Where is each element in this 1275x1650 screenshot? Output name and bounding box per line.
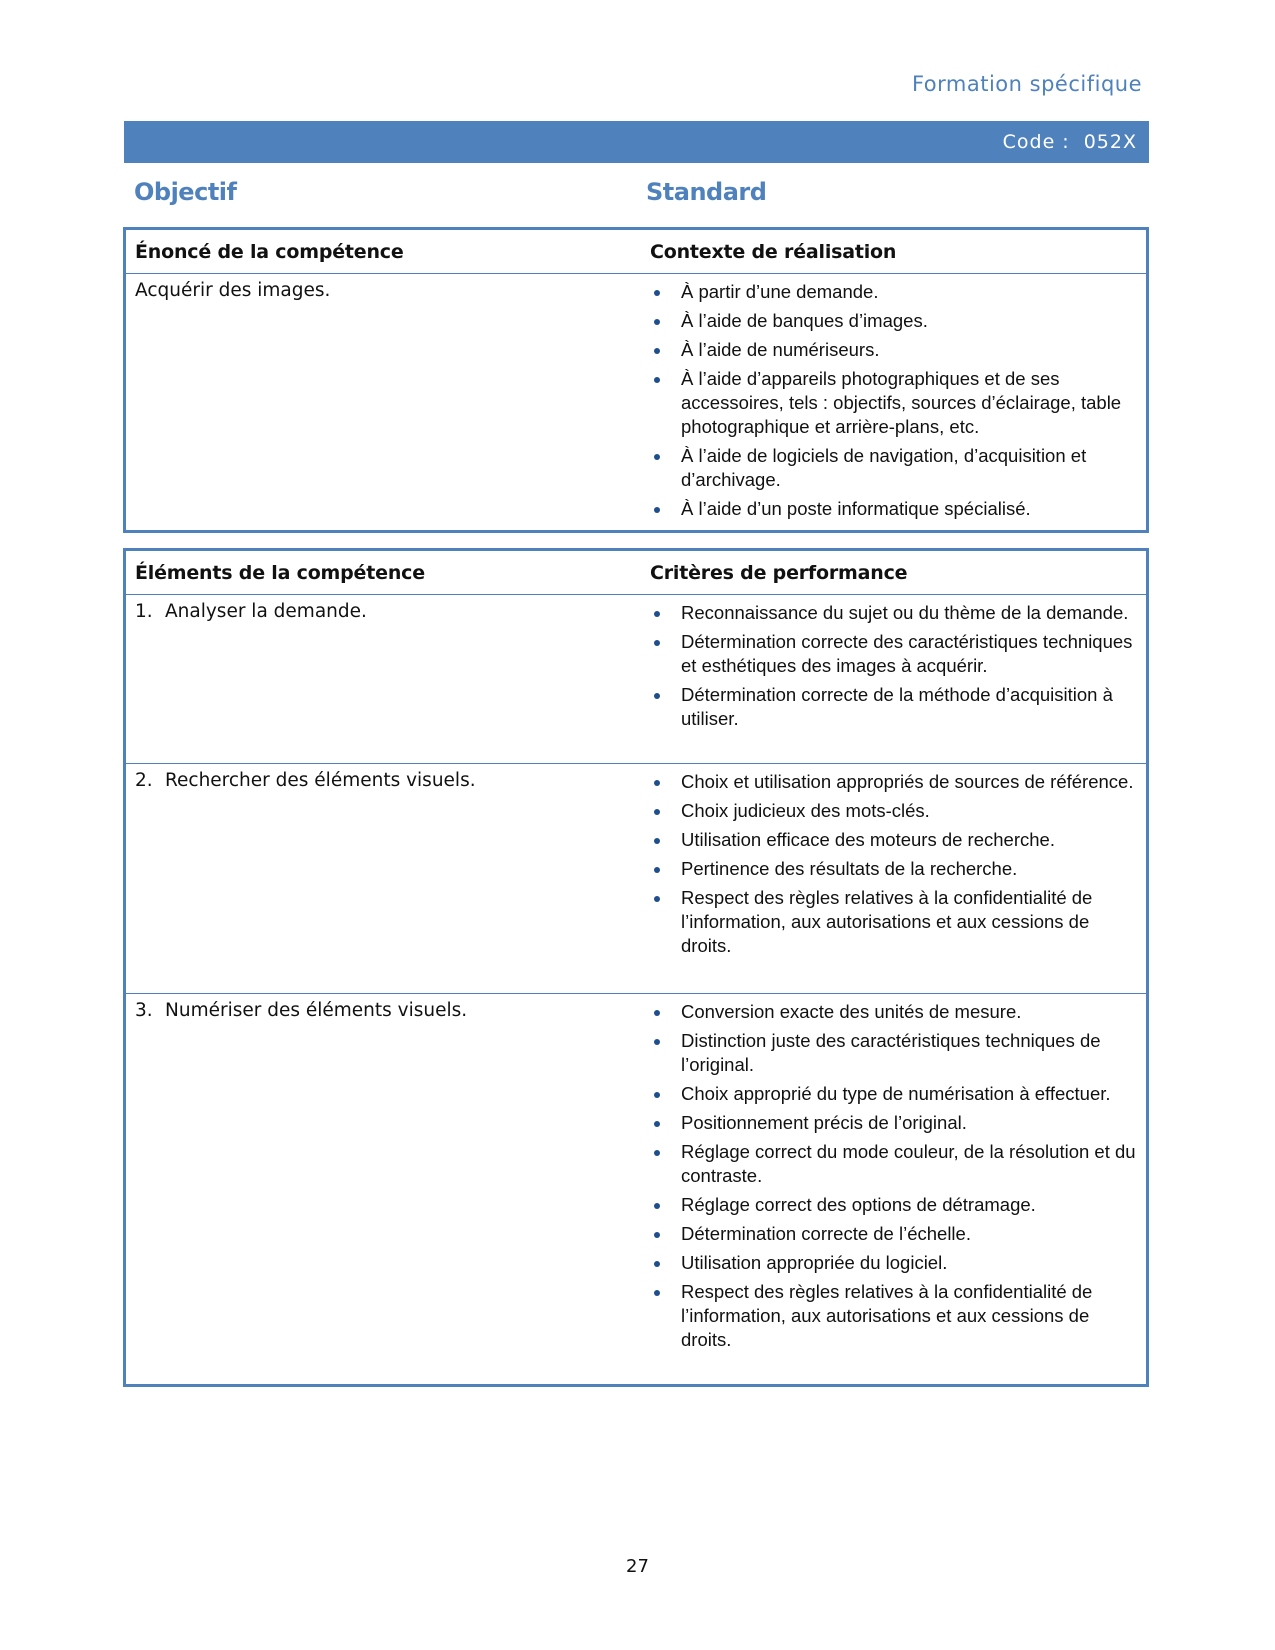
element-text: Rechercher des éléments visuels.: [165, 770, 476, 791]
performance-criteria-table: [123, 548, 1149, 1387]
column-header-criteria: Critères de performance: [650, 561, 908, 584]
list-item: À l’aide de banques d’images.: [650, 309, 1138, 333]
criteria-list: [650, 994, 1138, 1359]
list-item: Choix approprié du type de numérisation à effectuer.: [650, 1082, 1138, 1106]
code-value: 052X: [1083, 131, 1137, 153]
element-number: 3.: [135, 1000, 153, 1021]
page-number: 27: [626, 1556, 649, 1577]
column-header-context: Contexte de réalisation: [650, 240, 897, 263]
competence-element: [126, 764, 638, 993]
list-item: Utilisation efficace des moteurs de recherche.: [650, 828, 1138, 852]
competence-element: [126, 994, 638, 1359]
list-item: Choix judicieux des mots-clés.: [650, 799, 1138, 823]
list-item: Détermination correcte de la méthode d’acquisition à utiliser.: [650, 683, 1138, 731]
element-number: 1.: [135, 601, 153, 622]
list-item: À l’aide d’un poste informatique spécialisé.: [650, 497, 1138, 521]
competence-statement-table: [123, 227, 1149, 533]
list-item: Distinction juste des caractéristiques techniques de l’original.: [650, 1029, 1138, 1077]
list-item: À l’aide de numériseurs.: [650, 338, 1138, 362]
list-item: Détermination correcte des caractéristiques techniques et esthétiques des images à acquérir.: [650, 630, 1138, 678]
competence-element: [126, 595, 638, 763]
section-heading-objectif: Objectif: [134, 178, 237, 206]
list-item: Choix et utilisation appropriés de sources de référence.: [650, 770, 1138, 794]
list-item: Pertinence des résultats de la recherche.: [650, 857, 1138, 881]
context-list: [650, 274, 1138, 528]
list-item: Positionnement précis de l’original.: [650, 1111, 1138, 1135]
competence-statement: Acquérir des images.: [135, 280, 331, 301]
list-item: Utilisation appropriée du logiciel.: [650, 1251, 1138, 1275]
table-header-row: [126, 551, 1146, 595]
table-row: [126, 274, 1146, 528]
document-section-title: Formation spécifique: [911, 72, 1142, 96]
column-header-statement: Énoncé de la compétence: [135, 240, 404, 263]
list-item: Respect des règles relatives à la confidentialité de l’information, aux autorisations et aux cessions de droits.: [650, 886, 1138, 958]
list-item: Détermination correcte de l’échelle.: [650, 1222, 1138, 1246]
list-item: Réglage correct du mode couleur, de la résolution et du contraste.: [650, 1140, 1138, 1188]
element-number: 2.: [135, 770, 153, 791]
table-header-row: [126, 230, 1146, 274]
list-item: À l’aide de logiciels de navigation, d’acquisition et d’archivage.: [650, 444, 1138, 492]
section-heading-standard: Standard: [646, 178, 767, 206]
table-row: [126, 595, 1146, 764]
table-row: [126, 994, 1146, 1359]
column-header-elements: Éléments de la compétence: [135, 561, 425, 584]
element-text: Numériser des éléments visuels.: [165, 1000, 468, 1021]
list-item: Conversion exacte des unités de mesure.: [650, 1000, 1138, 1024]
list-item: À l’aide d’appareils photographiques et de ses accessoires, tels : objectifs, sources d’éclairage, table photographique et arrière-plans, etc.: [650, 367, 1138, 439]
list-item: Réglage correct des options de détramage.: [650, 1193, 1138, 1217]
code-label: Code :: [1002, 131, 1070, 153]
list-item: Reconnaissance du sujet ou du thème de la demande.: [650, 601, 1138, 625]
table-row: [126, 764, 1146, 994]
element-text: Analyser la demande.: [165, 601, 367, 622]
criteria-list: [650, 764, 1138, 965]
code-banner: [124, 121, 1149, 163]
criteria-list: [650, 595, 1138, 738]
list-item: À partir d’une demande.: [650, 280, 1138, 304]
list-item: Respect des règles relatives à la confidentialité de l’information, aux autorisations et aux cessions de droits.: [650, 1280, 1138, 1352]
